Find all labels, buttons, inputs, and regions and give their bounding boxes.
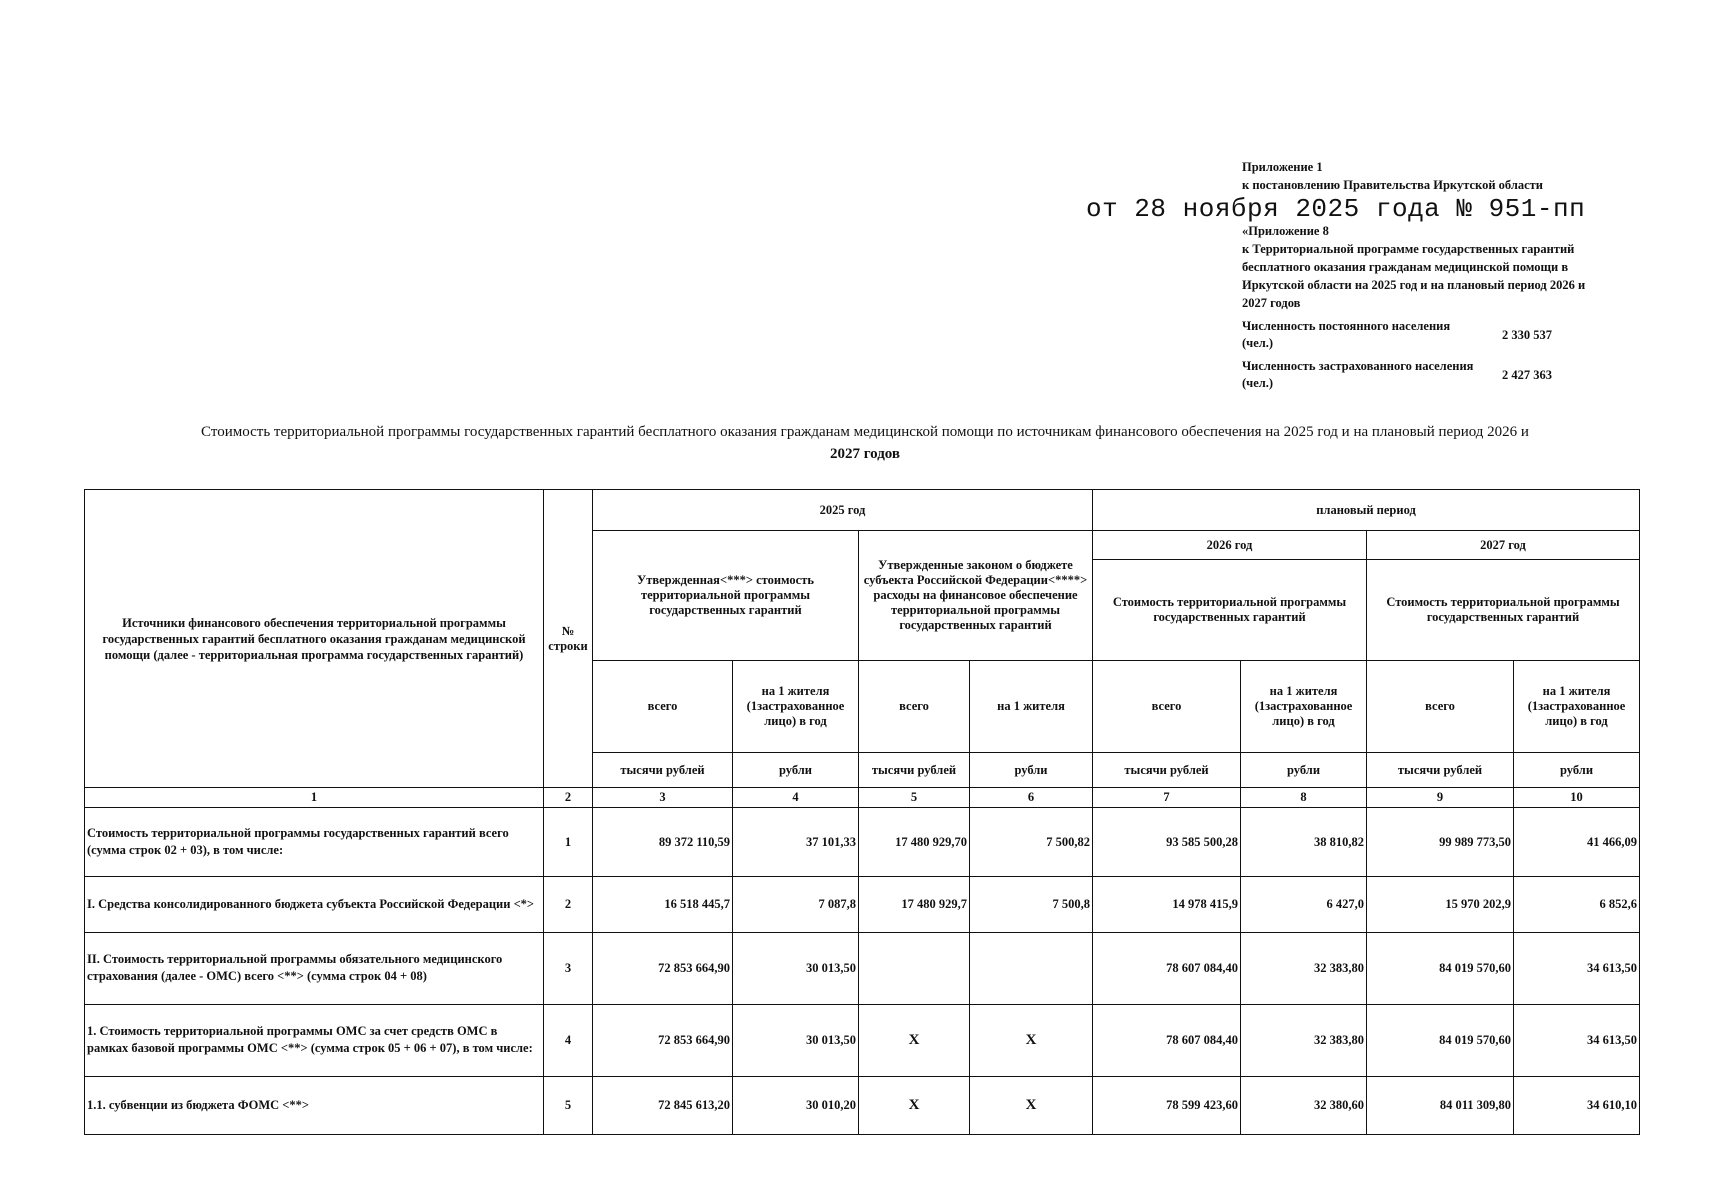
cell-value: 15 970 202,9 xyxy=(1367,876,1514,932)
cell-value: 34 613,50 xyxy=(1514,1004,1640,1076)
column-number: 8 xyxy=(1241,788,1367,808)
cell-value: 17 480 929,7 xyxy=(859,876,970,932)
cell-value xyxy=(970,932,1093,1004)
cell-not-applicable: Х xyxy=(859,1004,970,1076)
table-row xyxy=(85,808,1640,876)
header-total: всего xyxy=(859,661,970,753)
row-label: 1.1. субвенции из бюджета ФОМС <**> xyxy=(85,1076,544,1134)
header-approved-budget: Утвержденные законом о бюджете субъекта Российской Федерации<****> расходы на финансовое обеспечение территориальной программы государственных гарантий xyxy=(859,531,1093,661)
cell-value: 16 518 445,7 xyxy=(593,876,733,932)
appendix-decree: к постановлению Правительства Иркутской области xyxy=(1242,178,1543,192)
cell-value: 41 466,09 xyxy=(1514,808,1640,876)
cell-value: 78 607 084,40 xyxy=(1093,932,1241,1004)
document-title-line2: 2027 годов xyxy=(829,446,901,462)
header-per-insured: на 1 жителя (1застрахованное лицо) в год xyxy=(733,661,859,753)
cell-value: 72 853 664,90 xyxy=(593,1004,733,1076)
appendix-title: Приложение 1 xyxy=(1242,160,1323,174)
row-number: 5 xyxy=(544,1076,593,1134)
cell-value: 14 978 415,9 xyxy=(1093,876,1241,932)
cell-value: 93 585 500,28 xyxy=(1093,808,1241,876)
cell-value: 17 480 929,70 xyxy=(859,808,970,876)
cell-value: 30 013,50 xyxy=(733,932,859,1004)
column-number: 3 xyxy=(593,788,733,808)
cell-value: 6 852,6 xyxy=(1514,876,1640,932)
column-number: 9 xyxy=(1367,788,1514,808)
permanent-population-unit: (чел.) xyxy=(1242,336,1274,350)
header-total: всего xyxy=(593,661,733,753)
insured-population-unit: (чел.) xyxy=(1242,376,1274,390)
header-year-2027: 2027 год xyxy=(1367,531,1640,560)
table-row xyxy=(85,932,1640,1004)
financing-table xyxy=(84,489,1640,1135)
header-approved-cost: Утвержденная<***> стоимость территориальной программы государственных гарантий xyxy=(593,531,859,661)
cell-value: 7 500,8 xyxy=(970,876,1093,932)
header-year-2025: 2025 год xyxy=(593,490,1093,531)
header-planned-period: плановый период xyxy=(1093,490,1640,531)
cell-not-applicable: Х xyxy=(859,1076,970,1134)
header-per-insured: на 1 жителя (1застрахованное лицо) в год xyxy=(1241,661,1367,753)
row-label: 1. Стоимость территориальной программы ОМС за счет средств ОМС в рамках базовой программы ОМС <**> (сумма строк 05 + 06 + 07), в том числе: xyxy=(85,1004,544,1076)
cell-value: 7 087,8 xyxy=(733,876,859,932)
column-numbers-row xyxy=(85,788,1640,808)
row-label: Стоимость территориальной программы государственных гарантий всего (сумма строк 02 + 03), в том числе: xyxy=(85,808,544,876)
cell-value: 34 613,50 xyxy=(1514,932,1640,1004)
cell-value: 38 810,82 xyxy=(1241,808,1367,876)
decree-date-stamp: от 28 ноября 2025 года № 951-пп xyxy=(1086,194,1586,224)
cell-value: 84 011 309,80 xyxy=(1367,1076,1514,1134)
annex-8-line: «Приложение 8 xyxy=(1242,224,1329,238)
cell-value: 30 013,50 xyxy=(733,1004,859,1076)
annex-8-line: к Территориальной программе государственных гарантий xyxy=(1242,242,1575,256)
header-unit: тысячи рублей xyxy=(859,753,970,788)
header-total: всего xyxy=(1367,661,1514,753)
cell-not-applicable: Х xyxy=(970,1004,1093,1076)
permanent-population-label: Численность постоянного населения xyxy=(1242,319,1451,333)
header-cost-2027: Стоимость территориальной программы государственных гарантий xyxy=(1367,560,1640,661)
row-number: 2 xyxy=(544,876,593,932)
cell-not-applicable: Х xyxy=(970,1076,1093,1134)
header-cost-2026: Стоимость территориальной программы государственных гарантий xyxy=(1093,560,1367,661)
cell-value: 32 383,80 xyxy=(1241,932,1367,1004)
cell-value: 78 599 423,60 xyxy=(1093,1076,1241,1134)
cell-value: 7 500,82 xyxy=(970,808,1093,876)
cell-value: 72 845 613,20 xyxy=(593,1076,733,1134)
header-row-number: № строки xyxy=(544,490,593,788)
cell-value: 78 607 084,40 xyxy=(1093,1004,1241,1076)
cell-value: 84 019 570,60 xyxy=(1367,932,1514,1004)
cell-value: 32 380,60 xyxy=(1241,1076,1367,1134)
insured-population-value: 2 427 363 xyxy=(1502,367,1552,382)
annex-8-header xyxy=(1242,222,1642,312)
header-unit: тысячи рублей xyxy=(593,753,733,788)
document-title xyxy=(90,421,1640,465)
annex-8-line: Иркутской области на 2025 год и на плановый период 2026 и xyxy=(1242,278,1586,292)
column-number: 7 xyxy=(1093,788,1241,808)
cell-value: 6 427,0 xyxy=(1241,876,1367,932)
table-row xyxy=(85,1076,1640,1134)
cell-value: 99 989 773,50 xyxy=(1367,808,1514,876)
column-number: 6 xyxy=(970,788,1093,808)
cell-value: 89 372 110,59 xyxy=(593,808,733,876)
cell-value xyxy=(859,932,970,1004)
header-per-resident: на 1 жителя xyxy=(970,661,1093,753)
insured-population-label: Численность застрахованного населения xyxy=(1242,359,1474,373)
cell-value: 32 383,80 xyxy=(1241,1004,1367,1076)
table-row xyxy=(85,876,1640,932)
table-row xyxy=(85,1004,1640,1076)
header-sources: Источники финансового обеспечения территориальной программы государственных гарантий бесплатного оказания гражданам медицинской помощи (далее - территориальная программа государственных гарантий) xyxy=(85,490,544,788)
permanent-population-value: 2 330 537 xyxy=(1502,327,1552,342)
insured-population xyxy=(1242,358,1622,392)
cell-value: 72 853 664,90 xyxy=(593,932,733,1004)
row-number: 1 xyxy=(544,808,593,876)
row-label: I. Средства консолидированного бюджета субъекта Российской Федерации <*> xyxy=(85,876,544,932)
cell-value: 34 610,10 xyxy=(1514,1076,1640,1134)
header-unit: рубли xyxy=(970,753,1093,788)
row-number: 4 xyxy=(544,1004,593,1076)
header-total: всего xyxy=(1093,661,1241,753)
header-per-insured: на 1 жителя (1застрахованное лицо) в год xyxy=(1514,661,1640,753)
column-number: 5 xyxy=(859,788,970,808)
header-unit: рубли xyxy=(1241,753,1367,788)
header-unit: рубли xyxy=(733,753,859,788)
header-unit: рубли xyxy=(1514,753,1640,788)
cell-value: 37 101,33 xyxy=(733,808,859,876)
permanent-population xyxy=(1242,318,1622,352)
document-title-line1: Стоимость территориальной программы государственных гарантий бесплатного оказания гражданам медицинской помощи по источникам финансового обеспечения на 2025 год и на плановый период 2026 и xyxy=(201,424,1529,440)
annex-8-line: 2027 годов xyxy=(1242,296,1301,310)
column-number: 1 xyxy=(85,788,544,808)
appendix-header xyxy=(1242,158,1642,194)
row-label: II. Стоимость территориальной программы обязательного медицинского страхования (далее - ОМС) всего <**> (сумма строк 04 + 08) xyxy=(85,932,544,1004)
column-number: 10 xyxy=(1514,788,1640,808)
cell-value: 30 010,20 xyxy=(733,1076,859,1134)
header-unit: тысячи рублей xyxy=(1367,753,1514,788)
column-number: 2 xyxy=(544,788,593,808)
header-unit: тысячи рублей xyxy=(1093,753,1241,788)
annex-8-line: бесплатного оказания гражданам медицинской помощи в xyxy=(1242,260,1569,274)
header-year-2026: 2026 год xyxy=(1093,531,1367,560)
column-number: 4 xyxy=(733,788,859,808)
row-number: 3 xyxy=(544,932,593,1004)
cell-value: 84 019 570,60 xyxy=(1367,1004,1514,1076)
